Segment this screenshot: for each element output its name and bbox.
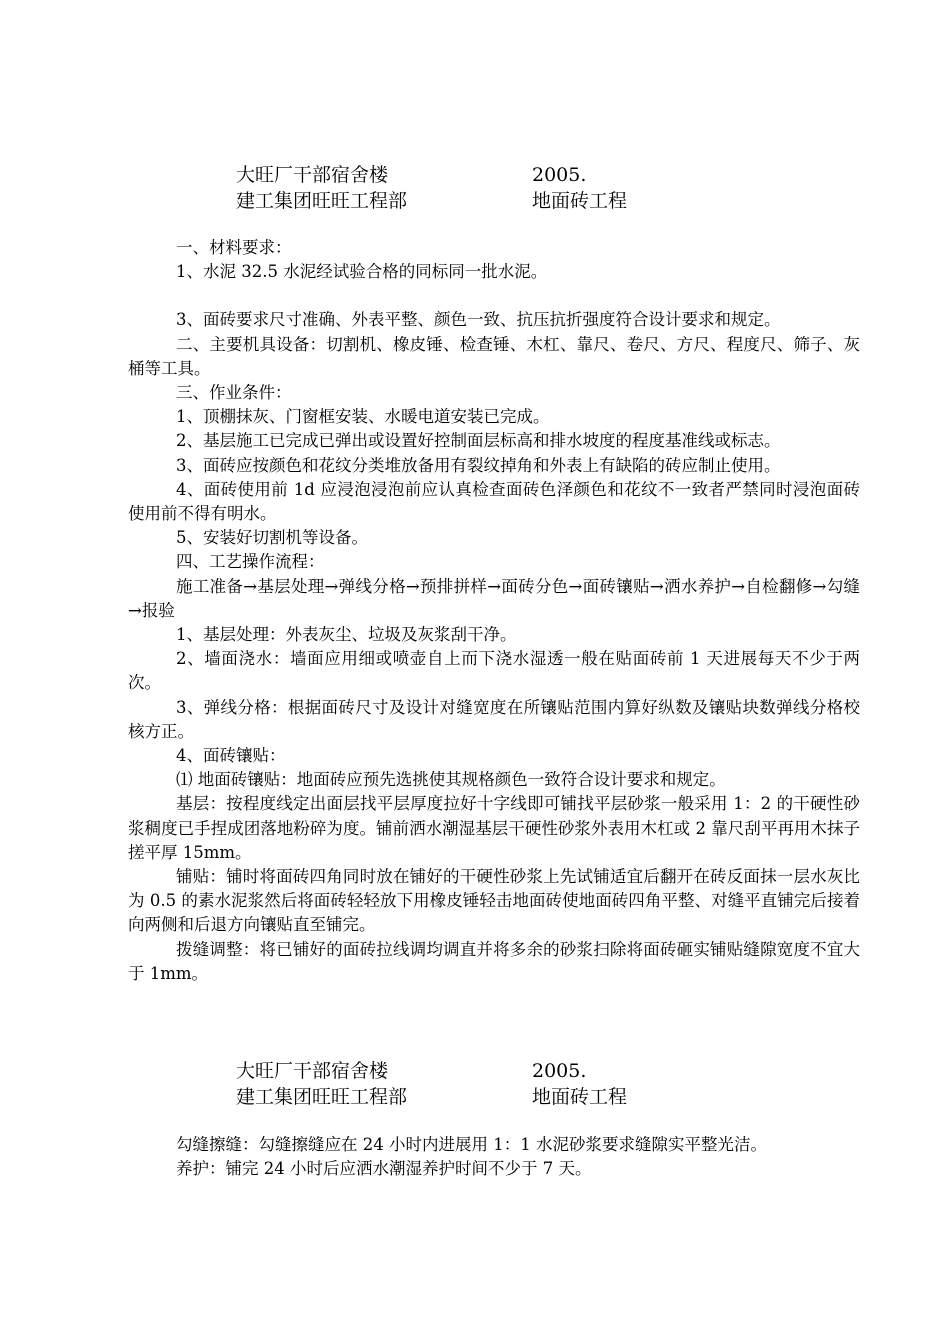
process-flow: 施工准备→基层处理→弹线分格→预排拼样→面砖分色→面砖镶贴→洒水养护→自检翻修→勾缝→报验 bbox=[128, 576, 860, 620]
header-work-title: 地面砖工程 bbox=[532, 190, 628, 212]
paragraph: 2、基层施工已完成已弹出或设置好控制面层标高和排水坡度的程度基准线或标志。 bbox=[176, 431, 781, 451]
paragraph: 1、水泥 32.5 水泥经试验合格的同标同一批水泥。 bbox=[176, 262, 548, 282]
paragraph: 5、安装好切割机等设备。 bbox=[176, 528, 368, 548]
paragraph: 铺贴：铺时将面砖四角同时放在铺好的干硬性砂浆上先试铺适宜后翻开在砖反面抹一层水灰比为 0.5 的素水泥浆然后将面砖轻轻放下用橡皮锤轻击地面砖使地面砖四角平整、对缝平直铺完后接着向两侧和后退方向镶贴直至铺完。 bbox=[128, 867, 860, 935]
paragraph: 4、面砖镶贴： bbox=[176, 746, 286, 766]
header-project-name: 大旺厂干部宿舍楼 bbox=[236, 1060, 389, 1082]
header-year: 2005. bbox=[532, 1060, 587, 1082]
paragraph: 基层：按程度线定出面层找平层厚度拉好十字线即可铺找平层砂浆一般采用 1：2 的干硬性砂浆稠度已手捏成团落地粉碎为度。铺前洒水潮湿基层干硬性砂浆外表用木杠或 2 靠尺刮平再用木抹子搓平厚 15mm。 bbox=[128, 794, 860, 862]
paragraph: 1、基层处理：外表灰尘、垃圾及灰浆刮干净。 bbox=[176, 625, 517, 645]
section-continued-body bbox=[128, 1133, 860, 1181]
section-main-body bbox=[128, 236, 860, 986]
header-year: 2005. bbox=[532, 164, 587, 186]
page-header-bottom bbox=[0, 1058, 950, 1110]
header-company: 建工集团旺旺工程部 bbox=[236, 190, 408, 212]
header-project-name: 大旺厂干部宿舍楼 bbox=[236, 164, 389, 186]
heading-equipment: 二、主要机具设备：切割机、橡皮锤、检查锤、木杠、靠尺、卷尺、方尺、程度尺、筛子、灰桶等工具。 bbox=[128, 334, 860, 378]
paragraph: 养护：铺完 24 小时后应洒水潮湿养护时间不少于 7 天。 bbox=[176, 1159, 592, 1179]
blank-line bbox=[128, 284, 860, 308]
paragraph: 拨缝调整：将已铺好的面砖拉线调均调直并将多余的砂浆扫除将面砖砸实铺贴缝隙宽度不宜大于 1mm。 bbox=[128, 939, 860, 983]
header-work-title: 地面砖工程 bbox=[532, 1086, 628, 1108]
heading-conditions: 三、作业条件： bbox=[176, 383, 292, 403]
paragraph: 4、面砖使用前 1d 应浸泡浸泡前应认真检查面砖色泽颜色和花纹不一致者严禁同时浸泡面砖使用前不得有明水。 bbox=[128, 479, 860, 524]
paragraph: 3、面砖要求尺寸准确、外表平整、颜色一致、抗压抗折强度符合设计要求和规定。 bbox=[176, 310, 781, 330]
header-company: 建工集团旺旺工程部 bbox=[236, 1086, 408, 1108]
paragraph: 3、弹线分格：根据面砖尺寸及设计对缝宽度在所镶贴范围内算好纵数及镶贴块数弹线分格校核方正。 bbox=[128, 697, 860, 741]
page-header-top bbox=[0, 162, 950, 214]
paragraph: 勾缝擦缝：勾缝擦缝应在 24 小时内进展用 1：1 水泥砂浆要求缝隙实平整光洁。 bbox=[176, 1135, 767, 1154]
paragraph: 2、墙面浇水：墙面应用细或喷壶自上而下浇水湿透一般在贴面砖前 1 天进展每天不少于两次。 bbox=[128, 649, 860, 693]
paragraph: 3、面砖应按颜色和花纹分类堆放备用有裂纹掉角和外表上有缺陷的砖应制止使用。 bbox=[176, 455, 781, 475]
paragraph: ⑴ 地面砖镶贴：地面砖应预先选挑使其规格颜色一致符合设计要求和规定。 bbox=[176, 770, 726, 790]
heading-materials: 一、材料要求： bbox=[176, 238, 292, 257]
heading-process: 四、工艺操作流程： bbox=[176, 552, 325, 572]
paragraph: 1、顶棚抹灰、门窗框安装、水暖电道安装已完成。 bbox=[176, 407, 550, 427]
